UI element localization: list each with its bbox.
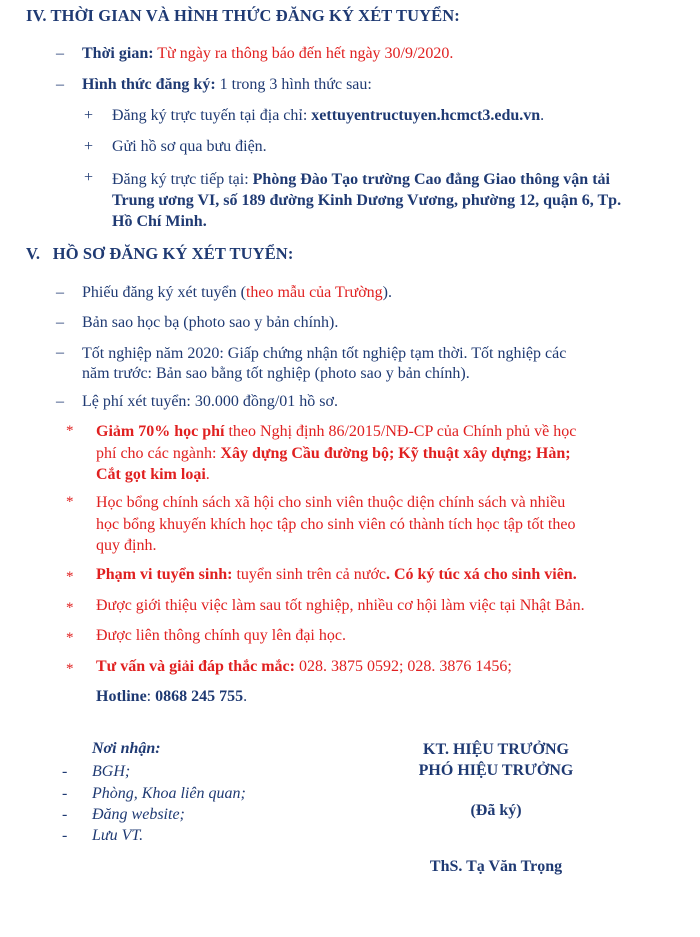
highlight-3-text: tuyển sinh trên cả nước <box>232 566 386 583</box>
method-row <box>82 76 372 94</box>
section-v-title: V. HỒ SƠ ĐĂNG KÝ XÉT TUYỂN: <box>26 244 294 263</box>
online-url: xettuyentructuyen.hcmct3.edu.vn <box>311 107 541 124</box>
highlight-3 <box>96 566 577 584</box>
method-value: 1 trong 3 hình thức sau: <box>219 76 372 93</box>
doc-item-3-line1: Tốt nghiệp năm 2020: Giấp chứng nhận tốt nghiệp tạm thời. Tốt nghiệp các <box>82 345 567 362</box>
signer-name: ThS. Tạ Văn Trọng <box>429 858 563 875</box>
doc-item-1-b: theo mẫu của Trường <box>245 284 383 301</box>
hotline-end: . <box>243 688 248 705</box>
doc-item-1-a: Phiếu đăng ký xét tuyển ( <box>82 284 246 301</box>
asterisk-bullet: * <box>66 494 74 510</box>
asterisk-bullet: * <box>66 569 74 585</box>
signed-note: (Đã ký) <box>470 802 522 819</box>
asterisk-bullet: * <box>66 423 74 439</box>
highlight-1-end: . <box>205 466 210 483</box>
plus-bullet: + <box>84 107 94 124</box>
highlight-2-line3: quy định. <box>96 537 157 554</box>
asterisk-bullet: * <box>66 600 74 616</box>
highlight-3-bold-2: . Có ký túc xá cho sinh viên. <box>386 566 577 583</box>
hotline-value: 0868 245 755 <box>155 688 244 705</box>
plus-bullet: + <box>84 169 94 186</box>
contact-label: Tư vấn và giải đáp thắc mắc: <box>96 658 295 675</box>
highlight-2 <box>96 492 671 557</box>
time-label: Thời gian: <box>82 45 154 62</box>
contact-phones: 028. 3875 0592; 028. 3876 1456; <box>294 658 512 675</box>
doc-item-4: Lệ phí xét tuyển: 30.000 đồng/01 hồ sơ. <box>82 393 338 410</box>
asterisk-bullet: * <box>66 630 74 646</box>
dash-bullet: - <box>62 806 68 823</box>
plus-bullet: + <box>84 138 94 155</box>
direct-place-line3: Hồ Chí Minh. <box>112 213 207 230</box>
online-text: Đăng ký trực tuyến tại địa chỉ: <box>112 107 308 124</box>
post-text: Gửi hồ sơ qua bưu điện. <box>112 138 267 155</box>
highlight-1 <box>96 421 671 486</box>
highlight-3-bold: Phạm vi tuyển sinh: <box>96 566 233 583</box>
dash-bullet: - <box>62 785 68 802</box>
highlight-5: Được liên thông chính quy lên đại học. <box>96 627 346 644</box>
dash-bullet: - <box>62 763 68 780</box>
doc-item-1 <box>82 284 392 302</box>
highlight-1-majors-2: Cắt gọt kim loại <box>96 466 206 483</box>
direct-place-line1: Phòng Đào Tạo trường Cao đẳng Giao thông vận tải <box>252 171 610 188</box>
dash-bullet: – <box>56 45 64 62</box>
recipient-2: Phòng, Khoa liên quan; <box>92 785 246 802</box>
recipients-title: Nơi nhận: <box>92 740 161 757</box>
dash-bullet: - <box>62 827 68 844</box>
hotline-row <box>96 688 247 706</box>
signature-title-2: PHÓ HIỆU TRƯỞNG <box>418 762 574 779</box>
online-row <box>112 107 544 125</box>
dash-bullet: – <box>56 284 64 301</box>
time-row <box>82 45 453 63</box>
recipient-1: BGH; <box>92 763 131 780</box>
doc-item-3 <box>82 344 566 384</box>
highlight-1-text-2: phí cho các ngành: <box>96 444 221 462</box>
recipient-4: Lưu VT. <box>92 827 144 844</box>
dash-bullet: – <box>56 76 64 93</box>
highlight-4: Được giới thiệu việc làm sau tốt nghiệp, nhiều cơ hội làm việc tại Nhật Bản. <box>96 597 585 614</box>
time-value: Từ ngày ra thông báo đến hết ngày 30/9/2020. <box>157 45 454 62</box>
signature-title-1: KT. HIỆU TRƯỞNG <box>423 741 569 758</box>
highlight-2-line1: Học bổng chính sách xã hội cho sinh viên thuộc diện chính sách và nhiều <box>96 494 566 511</box>
asterisk-bullet: * <box>66 661 74 677</box>
highlight-1-majors: Xây dựng Cầu đường bộ; Kỹ thuật xây dựng; Hàn; <box>220 444 571 462</box>
dash-bullet: – <box>56 393 64 410</box>
hotline-label: Hotline <box>96 688 147 705</box>
recipient-3: Đăng website; <box>92 806 185 823</box>
direct-text: Đăng ký trực tiếp tại: <box>112 171 249 188</box>
direct-row <box>112 169 621 232</box>
dash-bullet: – <box>56 314 64 331</box>
direct-place-line2: Trung ương VI, số 189 đường Kinh Dương Vương, phường 12, quận 6, Tp. <box>112 192 622 209</box>
hotline-colon: : <box>146 688 156 705</box>
dash-bullet: – <box>56 344 64 361</box>
online-end: . <box>540 107 545 124</box>
method-label: Hình thức đăng ký: <box>82 76 216 93</box>
highlight-6 <box>96 658 512 676</box>
highlight-1-bold: Giảm 70% học phí <box>96 423 225 440</box>
doc-item-1-c: ). <box>382 284 392 301</box>
highlight-1-text: theo Nghị định 86/2015/NĐ-CP của Chính phủ về học <box>224 423 577 440</box>
section-iv-title: IV. THỜI GIAN VÀ HÌNH THỨC ĐĂNG KÝ XÉT TUYỂN: <box>26 6 460 25</box>
doc-item-3-line2: năm trước: Bản sao bằng tốt nghiệp (photo sao y bản chính). <box>82 365 470 382</box>
doc-item-2: Bản sao học bạ (photo sao y bản chính). <box>82 314 339 331</box>
highlight-2-line2: học bổng khuyến khích học tập cho sinh viên có thành tích học tập tốt theo <box>96 515 576 533</box>
